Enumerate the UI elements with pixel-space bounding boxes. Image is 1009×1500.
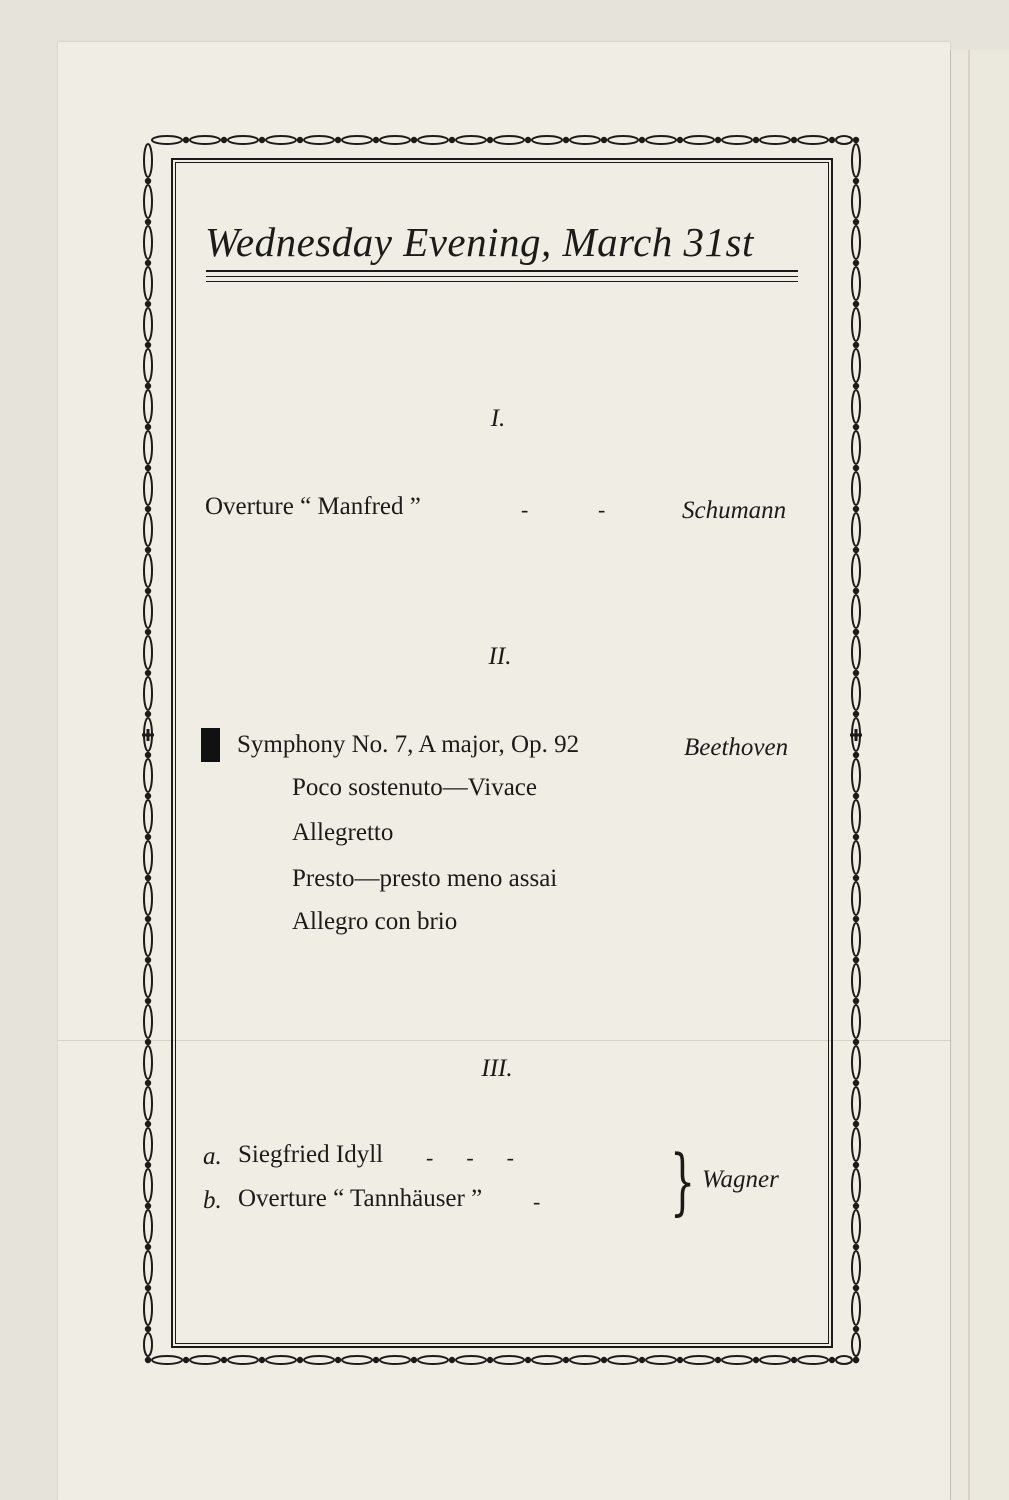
chain-link [144,308,152,341]
leader-dash: - [533,1189,541,1214]
chain-link [852,841,860,874]
chain-link [852,554,860,587]
chain-link [722,136,752,144]
chain-link [304,1356,334,1364]
chain-link [852,1169,860,1202]
chain-bead [716,138,720,142]
chain-link [836,1356,852,1364]
chain-link [380,1356,410,1364]
chain-bead [678,138,682,142]
chain-bead [854,589,858,593]
chain-link [852,144,860,177]
title-rule [206,281,798,282]
chain-bead [336,1358,340,1362]
chain-bead [146,384,150,388]
chain-link [144,677,152,710]
chain-link [646,1356,676,1364]
chain-bead [854,1327,858,1331]
work-title: Overture “ Manfred ” [205,493,421,520]
chain-bead [830,1358,834,1362]
chain-link [852,226,860,259]
chain-bead [146,589,150,593]
chain-link [144,841,152,874]
chain-link [852,595,860,628]
chain-link [266,1356,296,1364]
leader-dash: - [598,497,606,522]
chain-bead [146,1204,150,1208]
chain-bead [854,343,858,347]
chain-link [852,185,860,218]
chain-bead [792,138,796,142]
chain-link [852,1333,860,1356]
chain-link [852,390,860,423]
chain-bead [854,1163,858,1167]
chain-bead [146,261,150,265]
chain-link [144,185,152,218]
section-numeral-1: I. [490,405,506,432]
chain-link [852,923,860,956]
chain-bead [602,138,606,142]
chain-link [852,1128,860,1161]
chain-link [144,800,152,833]
chain-link [852,1087,860,1120]
movement: Poco sostenuto—Vivace [292,774,537,801]
chain-bead [146,1081,150,1085]
chain-link [684,1356,714,1364]
chain-bead [146,999,150,1003]
chain-bead [146,548,150,552]
chain-link [570,136,600,144]
section-numeral-2: II. [488,643,512,670]
chain-bead [184,1358,188,1362]
chain-link [144,226,152,259]
chain-link [722,1356,752,1364]
chain-bead [374,138,378,142]
chain-bead [854,876,858,880]
chain-bead [374,1358,378,1362]
chain-bead [854,1204,858,1208]
chain-link [456,136,486,144]
chain-bead [640,138,644,142]
chain-link [144,964,152,997]
chain-link [456,1356,486,1364]
chain-link [144,144,152,177]
chain-link [532,136,562,144]
chain-link [144,1128,152,1161]
chain-bead [146,1327,150,1331]
chain-link [852,513,860,546]
chain-bead [854,220,858,224]
chain-link [190,136,220,144]
item-letter: b. [203,1187,222,1214]
chain-bead [146,220,150,224]
chain-link [144,595,152,628]
chain-bead [146,179,150,183]
chain-bead [854,753,858,757]
program-title: Wednesday Evening, March 31st [205,219,754,265]
composer-name: Beethoven [684,734,789,761]
chain-link [852,349,860,382]
chain-bead [146,425,150,429]
chain-bead [450,1358,454,1362]
chain-bead [854,958,858,962]
chain-link [144,390,152,423]
chain-link [494,136,524,144]
chain-bead [222,1358,226,1362]
chain-link [852,636,860,669]
work-title: Siegfried Idyll [238,1141,384,1168]
work-title: Overture “ Tannhäuser ” [238,1185,483,1212]
chain-link [266,136,296,144]
chain-link [144,923,152,956]
chain-bead [564,138,568,142]
chain-bead [146,1245,150,1249]
chain-bead [222,138,226,142]
chain-bead [146,794,150,798]
chain-bead [854,466,858,470]
chain-bead [146,466,150,470]
chain-bead [854,1286,858,1290]
chain-bead [854,1040,858,1044]
chain-link [852,1251,860,1284]
chain-bead [526,1358,530,1362]
chain-bead [146,835,150,839]
movement: Presto—presto meno assai [292,865,558,892]
chain-bead [488,138,492,142]
chain-link [418,136,448,144]
chain-bead [854,1122,858,1126]
chain-bead [854,1081,858,1085]
chain-link [760,1356,790,1364]
chain-bead [146,302,150,306]
chain-bead [336,138,340,142]
chain-link [852,308,860,341]
chain-link [646,136,676,144]
chain-link [144,1210,152,1243]
chain-link [608,1356,638,1364]
chain-bead [298,138,302,142]
chain-bead [146,630,150,634]
chain-link [144,1251,152,1284]
composer-name: Wagner [702,1166,779,1193]
chain-bead [146,343,150,347]
chain-link [144,554,152,587]
chain-link [852,800,860,833]
chain-link [228,1356,258,1364]
chain-link [144,267,152,300]
chain-bead [450,138,454,142]
chain-link [152,1356,182,1364]
grouping-brace: } [670,1139,696,1223]
title-rule [206,276,798,277]
chain-link [144,1087,152,1120]
movement: Allegro con brio [292,908,458,935]
chain-link [152,136,182,144]
chain-bead [146,507,150,511]
chain-link [144,349,152,382]
chain-bead [854,548,858,552]
chain-bead [754,1358,758,1362]
chain-bead [854,835,858,839]
item-letter: a. [203,1143,222,1170]
chain-bead [792,1358,796,1362]
chain-bead [260,1358,264,1362]
chain-link [798,136,828,144]
chain-link [836,136,852,144]
chain-bead [526,138,530,142]
chain-link [144,1005,152,1038]
chain-link [852,1210,860,1243]
chain-bead [716,1358,720,1362]
chain-bead [854,1245,858,1249]
chain-bead [412,138,416,142]
ink-marker [201,728,220,762]
chain-bead [602,1358,606,1362]
composer-name: Schumann [682,497,787,524]
chain-bead [854,425,858,429]
chain-bead [146,712,150,716]
chain-bead [146,1163,150,1167]
chain-link [852,677,860,710]
chain-link [852,267,860,300]
chain-bead [854,630,858,634]
chain-link [228,136,258,144]
chain-bead [854,999,858,1003]
chain-bead [754,138,758,142]
chain-link [852,431,860,464]
chain-bead [640,1358,644,1362]
chain-link [532,1356,562,1364]
chain-bead [260,138,264,142]
chain-link [852,1005,860,1038]
chain-link [144,759,152,792]
chain-link [608,136,638,144]
chain-link [852,759,860,792]
chain-bead [146,671,150,675]
chain-link [852,472,860,505]
chain-link [342,136,372,144]
chain-link [684,136,714,144]
chain-bead [146,876,150,880]
section-numeral-3: III. [481,1055,513,1082]
chain-bead [854,712,858,716]
chain-bead [854,794,858,798]
chain-bead [854,261,858,265]
chain-link [144,636,152,669]
chain-link [144,1333,152,1356]
chain-bead [678,1358,682,1362]
chain-link [190,1356,220,1364]
chain-link [342,1356,372,1364]
chain-bead [854,302,858,306]
chain-link [144,1292,152,1325]
chain-bead [146,917,150,921]
chain-bead [298,1358,302,1362]
chain-bead [830,138,834,142]
chain-link [570,1356,600,1364]
chain-link [144,513,152,546]
chain-link [144,431,152,464]
chain-bead [146,1122,150,1126]
movement: Allegretto [292,819,394,846]
chain-bead [146,753,150,757]
chain-bead [854,384,858,388]
chain-link [304,136,334,144]
chain-link [144,1169,152,1202]
chain-link [798,1356,828,1364]
chain-bead [854,138,858,142]
chain-bead [854,507,858,511]
chain-link [144,472,152,505]
chain-link [418,1356,448,1364]
chain-link [852,964,860,997]
chain-link [144,1046,152,1079]
chain-bead [564,1358,568,1362]
chain-link [852,1292,860,1325]
chain-bead [854,917,858,921]
leader-dash: - [521,497,529,522]
chain-bead [146,958,150,962]
chain-bead [412,1358,416,1362]
chain-bead [184,138,188,142]
leader-dashes: - - - [426,1145,514,1170]
chain-bead [146,1286,150,1290]
chain-link [494,1356,524,1364]
title-rule [206,270,798,272]
chain-bead [488,1358,492,1362]
chain-bead [146,1358,150,1362]
chain-bead [146,1040,150,1044]
chain-link [380,136,410,144]
chain-bead [854,179,858,183]
work-title: Symphony No. 7, A major, Op. 92 [237,731,580,758]
chain-link [852,882,860,915]
chain-link [852,1046,860,1079]
chain-link [144,882,152,915]
chain-link [760,136,790,144]
chain-bead [854,671,858,675]
chain-bead [854,1358,858,1362]
